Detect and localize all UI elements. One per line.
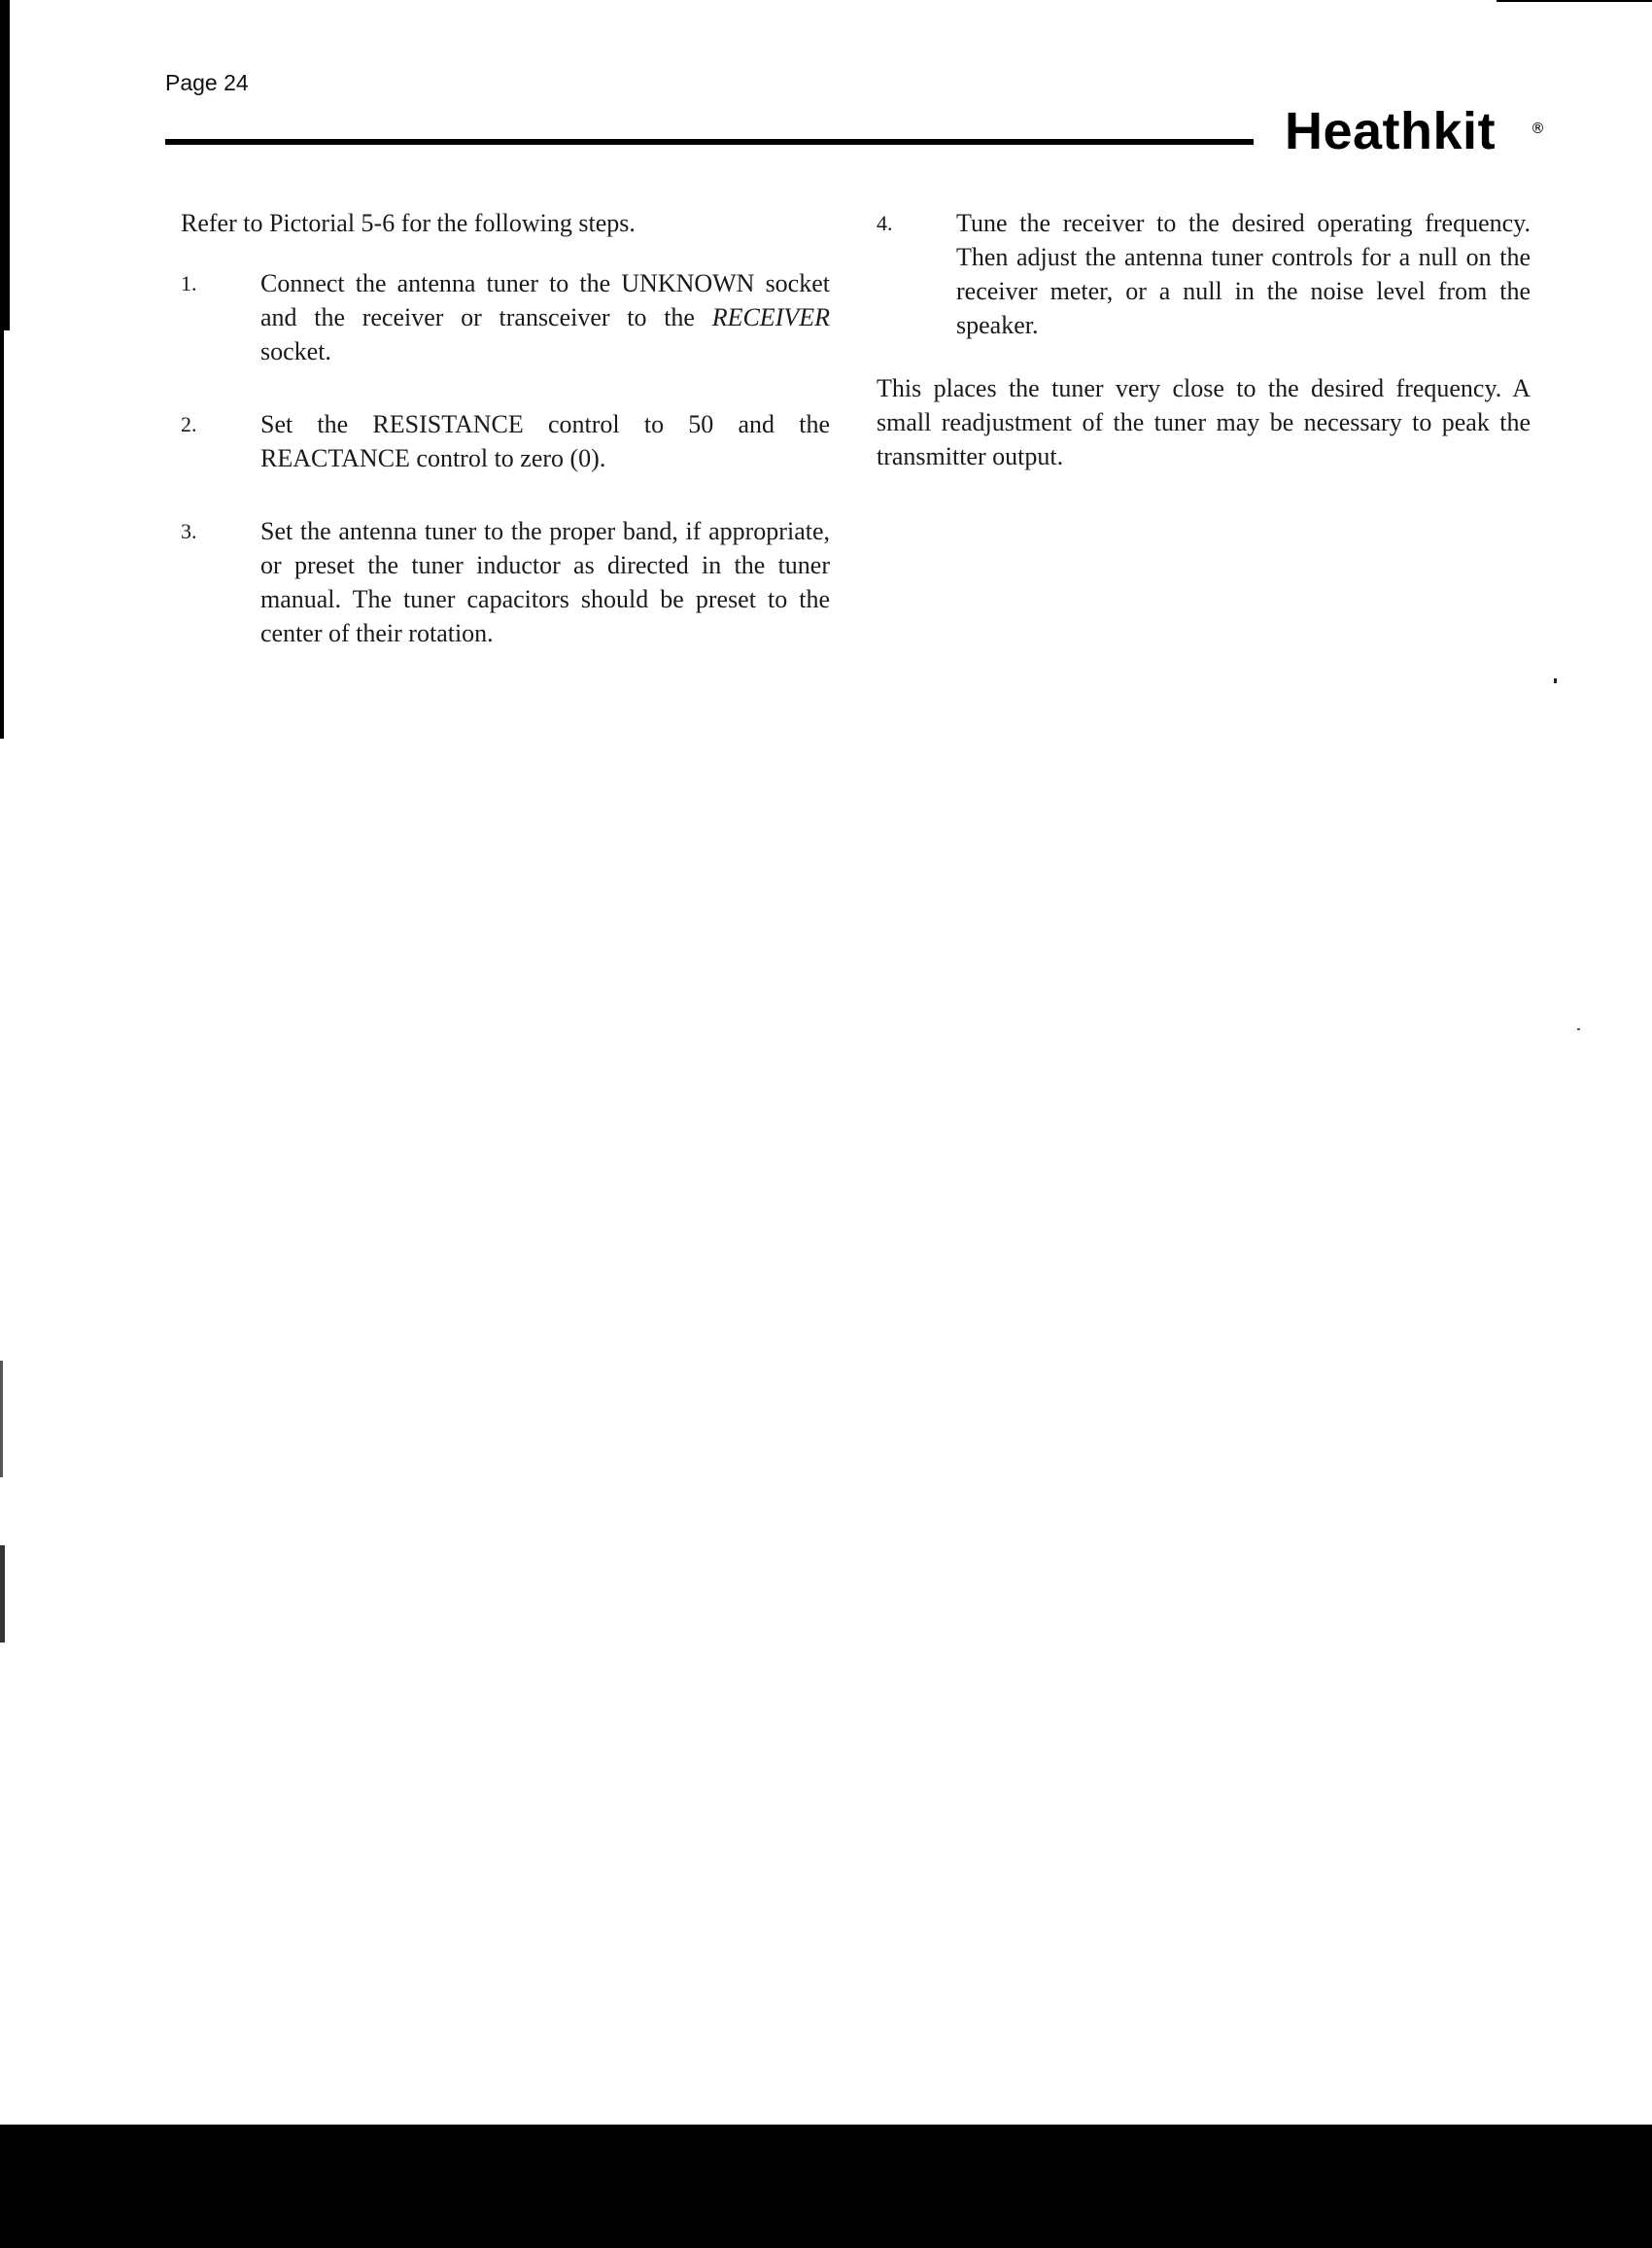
registered-mark: ® [1531, 120, 1545, 137]
step-number: 4. [877, 211, 893, 235]
step-number: 1. [181, 271, 197, 295]
step-text [260, 266, 830, 368]
scan-speck [1554, 678, 1557, 683]
step-number: 3. [181, 519, 197, 543]
step-item [181, 514, 830, 650]
header-rule [165, 139, 1254, 145]
step-text: Set the RESISTANCE control to 50 and the REACTANCE control to zero (0). [260, 410, 830, 472]
scan-bottom-band [0, 2125, 1652, 2248]
closing-paragraph: This places the tuner very close to the desired frequency. A small readjustment of the tuner may be necessary to peak the transmitter output. [877, 374, 1531, 470]
step-text-part: Connect the antenna tuner to the UNKNOWN socket and the receiver or transceiver to the [260, 269, 830, 331]
step-item [181, 266, 830, 368]
brand-logo: Heathkit [1285, 102, 1497, 160]
scan-edge [0, 0, 10, 330]
intro-text: Refer to Pictorial 5-6 for the following steps. [181, 209, 636, 237]
step-item [877, 206, 1531, 342]
scan-speck [1577, 1028, 1580, 1030]
page-number: Page 24 [165, 70, 249, 95]
scan-edge [0, 1545, 5, 1643]
scan-edge [1497, 0, 1652, 2]
scan-edge [0, 1361, 3, 1477]
step-number: 2. [181, 412, 197, 436]
step-text: Set the antenna tuner to the proper band, if appropriate, or preset the tuner inductor as directed in the tuner manual. The tuner capacitors should be preset to the center of their rotation. [260, 517, 830, 647]
step-text: Tune the receiver to the desired operating frequency. Then adjust the antenna tuner controls for a null on the receiver meter, or a null in the noise level from the speaker. [956, 209, 1531, 339]
right-column [877, 206, 1531, 473]
scan-edge [0, 330, 4, 739]
step-item [181, 407, 830, 475]
step-text-part: socket. [260, 337, 331, 365]
left-column [181, 206, 830, 689]
step-emphasis: RECEIVER [711, 303, 830, 331]
